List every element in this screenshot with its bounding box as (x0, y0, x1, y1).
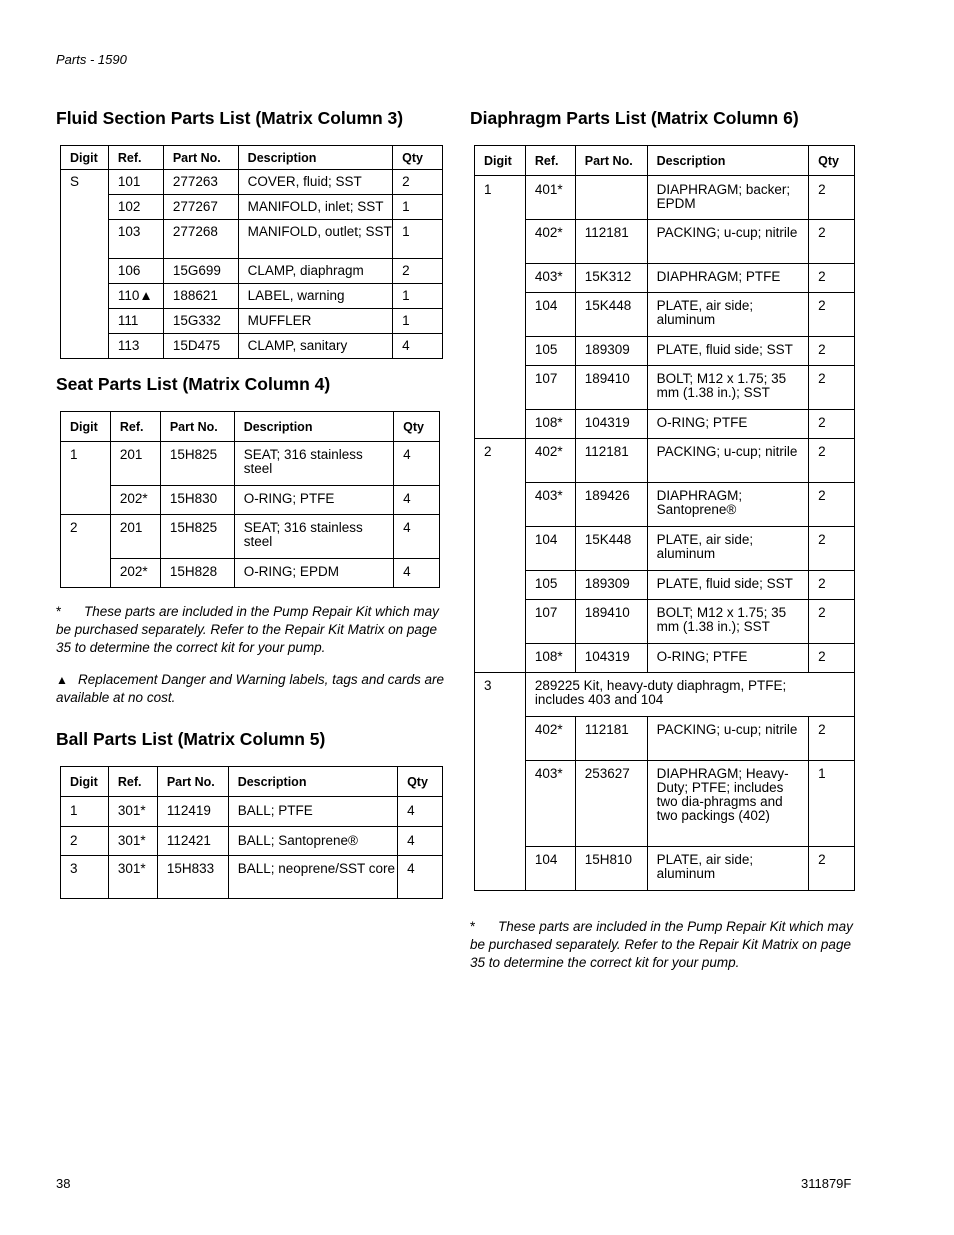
part-cell: 253627 (575, 761, 647, 847)
ref-cell: 402* (525, 717, 575, 761)
table-row (61, 827, 443, 856)
table-header-row (61, 412, 440, 442)
qty-cell: 2 (809, 410, 855, 439)
desc-cell: MANIFOLD, outlet; SST (238, 220, 392, 259)
col-qty: Qty (398, 767, 443, 797)
digit-cell: 2 (475, 439, 526, 673)
col-ref: Ref. (108, 767, 157, 797)
desc-cell: PACKING; u-cup; nitrile (647, 439, 809, 483)
seat-section-title: Seat Parts List (Matrix Column 4) (56, 374, 331, 394)
desc-cell: PLATE, fluid side; SST (647, 571, 809, 600)
table-row (475, 600, 855, 644)
part-cell: 104319 (575, 410, 647, 439)
repair-kit-note-right (470, 918, 860, 972)
col-qty: Qty (394, 412, 440, 442)
desc-cell: CLAMP, diaphragm (238, 259, 392, 284)
ref-cell: 106 (108, 259, 163, 284)
digit-cell: 1 (61, 797, 109, 827)
table-row (61, 442, 440, 486)
desc-cell: SEAT; 316 stainless steel (234, 442, 393, 486)
part-cell: 15K448 (575, 527, 647, 571)
ref-cell: 111 (108, 309, 163, 334)
part-cell: 15K312 (575, 264, 647, 293)
qty-cell: 2 (393, 170, 443, 195)
desc-cell: PACKING; u-cup; nitrile (647, 717, 809, 761)
desc-cell: O-RING; PTFE (234, 486, 393, 515)
ref-cell: 403* (525, 761, 575, 847)
desc-cell: BALL; PTFE (228, 797, 397, 827)
qty-cell: 4 (398, 797, 443, 827)
table-row (475, 439, 855, 483)
table-row (61, 309, 443, 334)
qty-cell: 2 (809, 600, 855, 644)
col-part-no: Part No. (160, 412, 234, 442)
table-row (61, 284, 443, 309)
ref-cell: 105 (525, 337, 575, 366)
table-row (475, 264, 855, 293)
digit-cell (61, 486, 111, 515)
desc-cell: MUFFLER (238, 309, 392, 334)
part-cell: 15H825 (160, 442, 234, 486)
ref-cell: 103 (108, 220, 163, 259)
diaphragm-table (474, 145, 855, 891)
qty-cell: 2 (809, 644, 855, 673)
qty-cell: 2 (809, 264, 855, 293)
labels-note (56, 671, 444, 707)
desc-cell: BALL; neoprene/SST core (228, 856, 397, 899)
desc-cell: MANIFOLD, inlet; SST (238, 195, 392, 220)
desc-cell: PLATE, air side; aluminum (647, 847, 809, 891)
col-ref: Ref. (108, 146, 163, 170)
document-number: 311879F (801, 1176, 852, 1191)
table-row (475, 761, 855, 847)
qty-cell: 1 (393, 309, 443, 334)
col-digit: Digit (61, 146, 109, 170)
desc-cell: DIAPHRAGM; backer; EPDM (647, 176, 809, 220)
ref-cell: 104 (525, 527, 575, 571)
desc-cell: DIAPHRAGM; Santoprene® (647, 483, 809, 527)
part-cell: 15G699 (163, 259, 238, 284)
part-cell: 277268 (163, 220, 238, 259)
desc-cell: SEAT; 316 stainless steel (234, 515, 393, 559)
col-description: Description (238, 146, 392, 170)
ref-cell: 113 (108, 334, 163, 359)
part-cell: 277263 (163, 170, 238, 195)
part-cell: 112419 (157, 797, 228, 827)
ball-table (60, 766, 443, 899)
desc-cell: O-RING; EPDM (234, 559, 393, 588)
part-cell: 15K448 (575, 293, 647, 337)
col-part-no: Part No. (157, 767, 228, 797)
table-row (61, 334, 443, 359)
ref-cell: 107 (525, 600, 575, 644)
table-row (475, 293, 855, 337)
ref-cell: 101 (108, 170, 163, 195)
triangle-icon: ▲ (56, 673, 68, 687)
desc-cell: PLATE, air side; aluminum (647, 293, 809, 337)
part-cell: 15D475 (163, 334, 238, 359)
part-cell: 15H833 (157, 856, 228, 899)
col-digit: Digit (61, 412, 111, 442)
digit-cell: 1 (475, 176, 526, 439)
digit-cell: S (61, 170, 109, 359)
qty-cell: 4 (398, 856, 443, 899)
desc-cell: COVER, fluid; SST (238, 170, 392, 195)
qty-cell: 4 (394, 486, 440, 515)
digit-cell: 3 (61, 856, 109, 899)
ref-cell: 104 (525, 293, 575, 337)
col-digit: Digit (475, 146, 526, 176)
part-cell (575, 176, 647, 220)
ref-cell: 202* (110, 486, 160, 515)
col-ref: Ref. (110, 412, 160, 442)
table-row (475, 337, 855, 366)
qty-cell: 2 (809, 527, 855, 571)
part-cell: 189410 (575, 600, 647, 644)
desc-cell: PLATE, air side; aluminum (647, 527, 809, 571)
part-cell: 104319 (575, 644, 647, 673)
diaphragm-section-title: Diaphragm Parts List (Matrix Column 6) (470, 108, 799, 128)
qty-cell: 4 (394, 515, 440, 559)
ref-cell: 402* (525, 439, 575, 483)
table-row (475, 673, 855, 717)
repair-kit-note (56, 603, 444, 657)
qty-cell: 2 (809, 366, 855, 410)
seat-table (60, 411, 440, 588)
ref-cell: 107 (525, 366, 575, 410)
asterisk-marker: * (470, 919, 476, 934)
ref-cell: 301* (108, 797, 157, 827)
qty-cell: 4 (394, 559, 440, 588)
ref-cell: 108* (525, 644, 575, 673)
qty-cell: 4 (398, 827, 443, 856)
table-row (475, 847, 855, 891)
ref-cell: 301* (108, 856, 157, 899)
table-row (61, 797, 443, 827)
part-cell: 15H830 (160, 486, 234, 515)
ref-cell: 108* (525, 410, 575, 439)
col-qty: Qty (393, 146, 443, 170)
labels-note-text: Replacement Danger and Warning labels, tags and cards are available at no cost. (56, 672, 444, 705)
desc-cell: BOLT; M12 x 1.75; 35 mm (1.38 in.); SST (647, 366, 809, 410)
table-row (61, 856, 443, 899)
ref-cell: 301* (108, 827, 157, 856)
part-cell: 188621 (163, 284, 238, 309)
desc-cell: LABEL, warning (238, 284, 392, 309)
fluid-section-title: Fluid Section Parts List (Matrix Column 3) (56, 108, 404, 128)
qty-cell: 2 (809, 176, 855, 220)
qty-cell: 2 (809, 717, 855, 761)
qty-cell: 2 (809, 847, 855, 891)
qty-cell: 1 (809, 761, 855, 847)
ref-cell: 202* (110, 559, 160, 588)
part-cell: 15G332 (163, 309, 238, 334)
part-cell: 112421 (157, 827, 228, 856)
col-part-no: Part No. (575, 146, 647, 176)
qty-cell: 1 (393, 284, 443, 309)
ref-cell: 401* (525, 176, 575, 220)
table-header-row (475, 146, 855, 176)
table-header-row (61, 767, 443, 797)
repair-kit-note-text: These parts are included in the Pump Repair Kit which may be purchased separately. Refer to the Repair Kit Matrix on page 35 to determine the correct kit for your pump. (56, 604, 439, 655)
desc-cell: PACKING; u-cup; nitrile (647, 220, 809, 264)
desc-cell: DIAPHRAGM; Heavy-Duty; PTFE; includes two dia-phragms and two packings (402) (647, 761, 809, 847)
part-cell: 112181 (575, 439, 647, 483)
ref-cell: 105 (525, 571, 575, 600)
qty-cell: 1 (393, 220, 443, 259)
qty-cell: 2 (809, 571, 855, 600)
ref-cell: 403* (525, 264, 575, 293)
desc-cell: O-RING; PTFE (647, 644, 809, 673)
qty-cell: 2 (809, 293, 855, 337)
part-cell: 189309 (575, 571, 647, 600)
table-header-row (61, 146, 443, 170)
ref-cell: 201 (110, 515, 160, 559)
ref-cell: 201 (110, 442, 160, 486)
repair-kit-note-right-text: These parts are included in the Pump Repair Kit which may be purchased separately. Refer to the Repair Kit Matrix on page 35 to determine the correct kit for your pump. (470, 919, 853, 970)
table-row (475, 717, 855, 761)
ref-cell: 102 (108, 195, 163, 220)
col-description: Description (228, 767, 397, 797)
digit-cell: 2 (61, 515, 111, 559)
desc-cell: CLAMP, sanitary (238, 334, 392, 359)
asterisk-marker: * (56, 604, 62, 619)
col-ref: Ref. (525, 146, 575, 176)
desc-cell: BOLT; M12 x 1.75; 35 mm (1.38 in.); SST (647, 600, 809, 644)
table-row (475, 220, 855, 264)
part-cell: 15H825 (160, 515, 234, 559)
digit-cell: 1 (61, 442, 111, 486)
digit-cell (61, 559, 111, 588)
part-cell: 189410 (575, 366, 647, 410)
ref-cell: 110▲ (108, 284, 163, 309)
fluid-section-table (60, 145, 443, 359)
qty-cell: 2 (809, 439, 855, 483)
table-row (61, 559, 440, 588)
table-row (475, 571, 855, 600)
ref-cell: 403* (525, 483, 575, 527)
table-row (475, 483, 855, 527)
qty-cell: 2 (809, 483, 855, 527)
part-cell: 112181 (575, 717, 647, 761)
col-description: Description (647, 146, 809, 176)
table-row (475, 527, 855, 571)
part-cell: 277267 (163, 195, 238, 220)
ref-cell: 104 (525, 847, 575, 891)
table-row (475, 176, 855, 220)
qty-cell: 2 (809, 220, 855, 264)
qty-cell: 4 (393, 334, 443, 359)
ball-section-title: Ball Parts List (Matrix Column 5) (56, 729, 326, 749)
table-row (61, 515, 440, 559)
qty-cell: 1 (393, 195, 443, 220)
part-cell: 112181 (575, 220, 647, 264)
running-header: Parts - 1590 (56, 52, 127, 67)
digit-cell: 2 (61, 827, 109, 856)
part-cell: 15H828 (160, 559, 234, 588)
col-part-no: Part No. (163, 146, 238, 170)
col-digit: Digit (61, 767, 109, 797)
table-row (61, 195, 443, 220)
table-row (61, 259, 443, 284)
table-row (475, 410, 855, 439)
part-cell: 15H810 (575, 847, 647, 891)
ref-cell: 402* (525, 220, 575, 264)
qty-cell: 4 (394, 442, 440, 486)
part-cell: 189426 (575, 483, 647, 527)
qty-cell: 2 (809, 337, 855, 366)
table-row (61, 486, 440, 515)
qty-cell: 2 (393, 259, 443, 284)
col-description: Description (234, 412, 393, 442)
table-row (61, 220, 443, 259)
table-row (475, 366, 855, 410)
digit-cell: 3 (475, 673, 526, 891)
kit-description-cell: 289225 Kit, heavy-duty diaphragm, PTFE; includes 403 and 104 (525, 673, 854, 717)
desc-cell: O-RING; PTFE (647, 410, 809, 439)
table-row (475, 644, 855, 673)
table-row (61, 170, 443, 195)
col-qty: Qty (809, 146, 855, 176)
desc-cell: DIAPHRAGM; PTFE (647, 264, 809, 293)
desc-cell: PLATE, fluid side; SST (647, 337, 809, 366)
desc-cell: BALL; Santoprene® (228, 827, 397, 856)
page-number: 38 (56, 1176, 71, 1191)
part-cell: 189309 (575, 337, 647, 366)
